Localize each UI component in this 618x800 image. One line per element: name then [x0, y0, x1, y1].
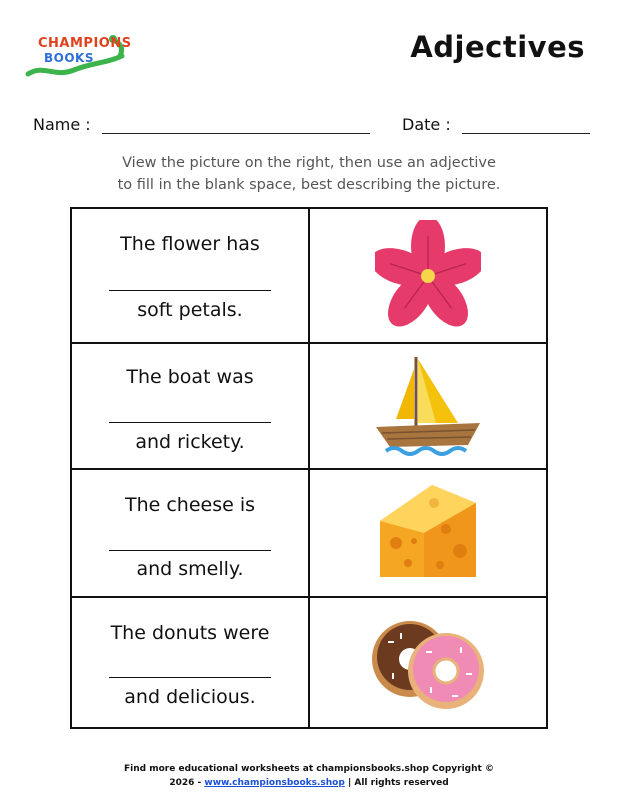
footer	[0, 762, 618, 790]
date-label: Date :	[402, 115, 451, 134]
sentence-end-3: and smelly.	[136, 558, 244, 580]
picture-cell-2	[310, 344, 546, 470]
answer-blank-3[interactable]	[109, 550, 271, 551]
sentence-end-4: and delicious.	[124, 686, 256, 708]
footer-line-1: Find more educational worksheets at championsbooks.shop Copyright ©	[124, 764, 494, 774]
donuts-icon	[370, 611, 486, 715]
footer-line-2	[0, 776, 618, 790]
date-field[interactable]	[402, 115, 590, 134]
name-field[interactable]	[33, 115, 370, 134]
sentence-end-2: and rickety.	[135, 431, 245, 453]
answer-blank-1[interactable]	[109, 290, 271, 291]
picture-cell-4	[310, 598, 546, 727]
champions-books-logo	[24, 34, 132, 78]
sentence-cell-3	[72, 470, 310, 598]
date-line[interactable]	[462, 119, 590, 134]
name-label: Name :	[33, 115, 91, 134]
logo-text-books: BOOKS	[44, 51, 94, 65]
answer-blank-4[interactable]	[109, 677, 271, 678]
sentence-end-1: soft petals.	[137, 299, 243, 321]
logo-text-champions: CHAMPIONS	[38, 36, 132, 51]
sentence-start-1: The flower has	[120, 233, 260, 255]
instructions	[60, 152, 558, 196]
instructions-line-2: to fill in the blank space, best describing the picture.	[117, 177, 501, 193]
sailboat-icon	[372, 353, 484, 459]
footer-year: 2026 -	[169, 778, 205, 788]
picture-cell-3	[310, 470, 546, 598]
name-line[interactable]	[102, 119, 370, 134]
flower-icon	[375, 220, 481, 332]
sentence-start-4: The donuts were	[110, 622, 270, 644]
footer-rights: | All rights reserved	[344, 778, 449, 788]
footer-website-link[interactable]: www.championsbooks.shop	[204, 778, 345, 788]
exercise-table	[70, 207, 548, 729]
instructions-line-1: View the picture on the right, then use an adjective	[122, 155, 496, 171]
page-title: Adjectives	[410, 30, 585, 64]
sentence-cell-2	[72, 344, 310, 470]
answer-blank-2[interactable]	[109, 422, 271, 423]
picture-cell-1	[310, 209, 546, 344]
sentence-start-3: The cheese is	[124, 494, 256, 516]
sentence-cell-1	[72, 209, 310, 344]
sentence-start-2: The boat was	[126, 366, 254, 388]
cheese-icon	[374, 481, 482, 585]
sentence-cell-4	[72, 598, 310, 727]
